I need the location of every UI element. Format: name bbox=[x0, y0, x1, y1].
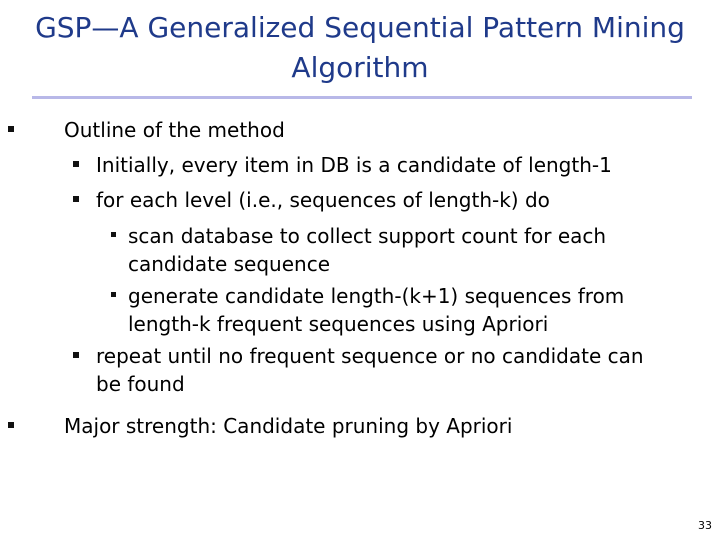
slide-title-line1: GSP—A Generalized Sequential Pattern Mining bbox=[35, 11, 685, 44]
bullet-generate-line2: length-k frequent sequences using Apriori bbox=[128, 312, 549, 336]
slide-title-line2: Algorithm bbox=[291, 51, 429, 84]
square-bullet-icon bbox=[73, 196, 79, 202]
bullet-initially: Initially, every item in DB is a candidate of length-1 bbox=[96, 153, 612, 177]
bullet-repeat-line1: repeat until no frequent sequence or no candidate can bbox=[96, 344, 644, 368]
square-bullet-icon bbox=[8, 126, 14, 132]
square-bullet-icon bbox=[111, 292, 116, 297]
slide-title bbox=[0, 8, 720, 88]
title-divider bbox=[32, 96, 692, 99]
bullet-scan-line1: scan database to collect support count for each bbox=[128, 224, 607, 248]
square-bullet-icon bbox=[73, 352, 79, 358]
bullet-for-each-level: for each level (i.e., sequences of length-k) do bbox=[96, 188, 550, 212]
square-bullet-icon bbox=[8, 422, 14, 428]
bullet-outline: Outline of the method bbox=[64, 118, 285, 142]
bullet-repeat-line2: be found bbox=[96, 372, 185, 396]
bullet-generate-line1: generate candidate length-(k+1) sequences from bbox=[128, 284, 625, 308]
square-bullet-icon bbox=[73, 161, 79, 167]
bullet-scan-line2: candidate sequence bbox=[128, 252, 331, 276]
square-bullet-icon bbox=[111, 232, 116, 237]
bullet-major-strength: Major strength: Candidate pruning by Apriori bbox=[64, 414, 513, 438]
page-number: 33 bbox=[698, 519, 712, 532]
